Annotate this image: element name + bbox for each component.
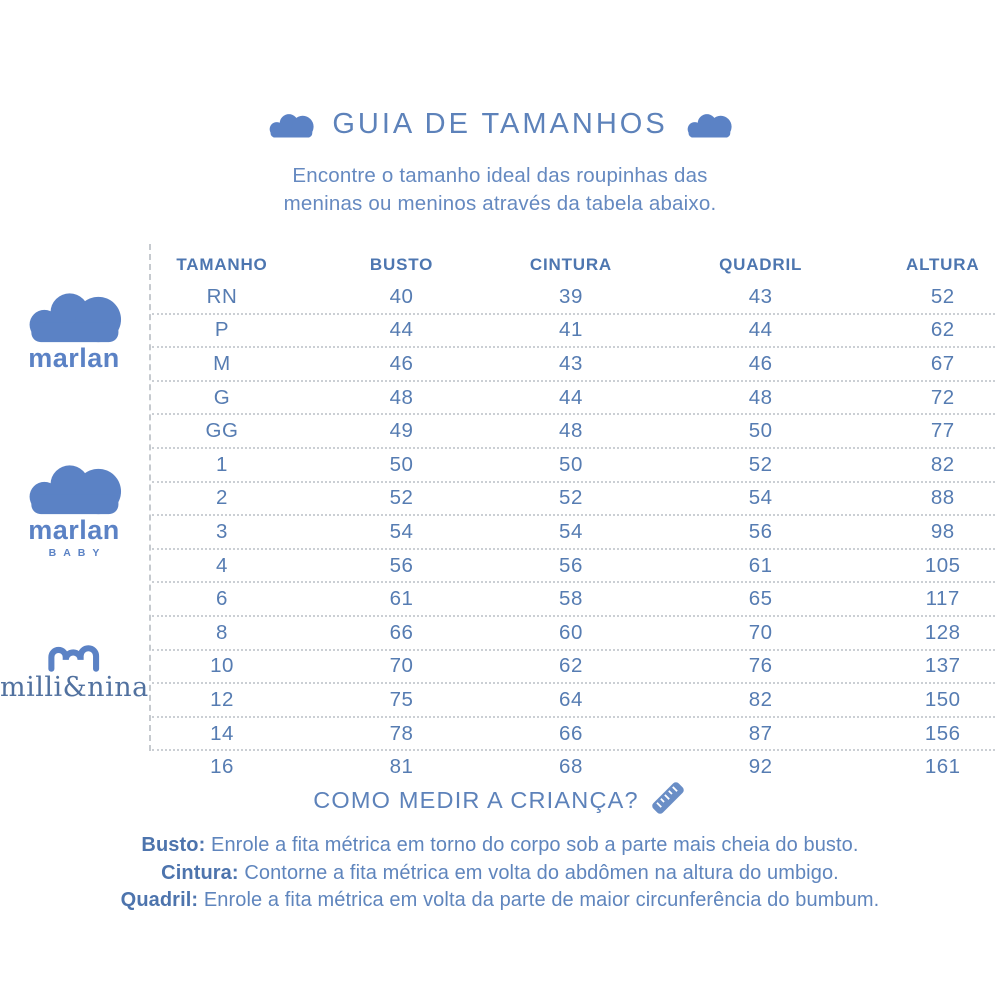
column-header-tamanho: TAMANHO <box>176 254 268 274</box>
table-cell: 78 <box>389 721 414 745</box>
table-cell: 8 <box>216 620 228 644</box>
howto-line-busto <box>0 832 1000 860</box>
table-row <box>152 583 995 617</box>
table-cell: M <box>213 351 231 375</box>
table-cell: 72 <box>930 385 955 409</box>
howto-line-quadril <box>0 887 1000 915</box>
cloud-icon <box>25 289 123 343</box>
table-cell: 48 <box>559 419 583 443</box>
page-title: GUIA DE TAMANHOS <box>332 108 668 140</box>
table-cell: 44 <box>559 385 583 409</box>
table-cell: 56 <box>748 519 773 543</box>
table-row <box>152 382 995 416</box>
subtitle-line-2: meninas ou meninos através da tabela abaixo. <box>283 192 717 215</box>
table-cell: 16 <box>210 755 234 779</box>
table-cell: 52 <box>748 452 773 476</box>
logo-milli-nina <box>0 640 148 703</box>
table-cell: 46 <box>389 351 414 375</box>
table-cell: 77 <box>930 419 955 443</box>
table-cell: 70 <box>748 620 773 644</box>
table-cell: 56 <box>559 553 583 577</box>
cloud-icon <box>25 461 123 515</box>
howto-label-cintura: Cintura: <box>161 861 239 884</box>
table-cell: 3 <box>216 519 228 543</box>
milli-nina-wordmark: milli&nina <box>0 672 149 703</box>
cloud-icon <box>686 112 732 138</box>
page-title-row <box>0 108 1000 141</box>
table-cell: 161 <box>924 755 961 779</box>
table-cell: 54 <box>389 519 414 543</box>
subtitle-line-1: Encontre o tamanho ideal das roupinhas das <box>292 164 708 187</box>
howto-text-cintura: Contorne a fita métrica em volta do abdômen na altura do umbigo. <box>244 861 839 884</box>
column-header-cintura: CINTURA <box>529 254 612 274</box>
howto-heading-row <box>0 783 1000 817</box>
table-cell: 44 <box>748 318 773 342</box>
table-row <box>152 550 995 584</box>
table-cell: 66 <box>559 721 583 745</box>
table-cell: 44 <box>389 318 414 342</box>
marlan-wordmark: marlan <box>28 343 120 373</box>
table-cell: 40 <box>389 284 414 308</box>
table-cell: RN <box>206 284 238 308</box>
table-row <box>152 449 995 483</box>
column-header-altura: ALTURA <box>906 254 980 274</box>
table-cell: 58 <box>559 587 583 611</box>
table-cell: 61 <box>748 553 773 577</box>
size-table-body <box>152 281 995 783</box>
table-cell: 46 <box>748 351 773 375</box>
milli-nina-mark-icon <box>40 640 108 672</box>
howto-text-quadril: Enrole a fita métrica em volta da parte de maior circunferência do bumbum. <box>203 889 880 911</box>
marlan-baby-sublabel: BABY <box>48 547 107 559</box>
table-cell: 150 <box>924 687 961 711</box>
table-cell: 43 <box>559 351 583 375</box>
table-cell: 39 <box>559 284 583 308</box>
table-cell: 82 <box>748 687 773 711</box>
table-row <box>152 651 995 685</box>
page-subtitle <box>0 162 1000 218</box>
table-cell: 48 <box>389 385 414 409</box>
table-cell: GG <box>205 419 239 443</box>
table-cell: 41 <box>559 318 583 342</box>
table-row <box>152 516 995 550</box>
table-cell: 156 <box>924 721 961 745</box>
table-cell: 61 <box>389 587 414 611</box>
table-cell: 52 <box>559 486 583 510</box>
table-row <box>152 415 995 449</box>
table-cell: 52 <box>930 284 955 308</box>
table-cell: 65 <box>748 587 773 611</box>
table-cell: 50 <box>389 452 414 476</box>
table-cell: 52 <box>389 486 414 510</box>
logo-marlan <box>0 289 148 372</box>
table-cell: G <box>213 385 231 409</box>
table-cell: 50 <box>748 419 773 443</box>
table-cell: 82 <box>930 452 955 476</box>
vertical-divider <box>149 244 151 751</box>
table-cell: 128 <box>924 620 961 644</box>
table-cell: 1 <box>216 452 228 476</box>
column-header-quadril: QUADRIL <box>719 254 803 274</box>
table-cell: 66 <box>389 620 414 644</box>
table-cell: 14 <box>210 721 234 745</box>
howto-text-busto: Enrole a fita métrica em torno do corpo sob a parte mais cheia do busto. <box>211 834 859 856</box>
table-cell: 43 <box>748 284 773 308</box>
table-cell: 70 <box>389 654 414 678</box>
howto-label-busto: Busto: <box>141 834 206 856</box>
table-cell: 54 <box>748 486 773 510</box>
table-cell: 81 <box>389 755 414 779</box>
table-cell: 54 <box>559 519 583 543</box>
table-cell: 87 <box>748 721 773 745</box>
table-row <box>152 617 995 651</box>
table-cell: 117 <box>925 587 960 611</box>
table-cell: P <box>214 318 230 342</box>
table-row <box>152 348 995 382</box>
column-header-busto: BUSTO <box>369 254 434 274</box>
table-cell: 4 <box>216 553 228 577</box>
ruler-icon <box>649 779 687 817</box>
table-cell: 10 <box>210 654 234 678</box>
table-cell: 50 <box>559 452 583 476</box>
table-cell: 137 <box>924 654 961 678</box>
howto-label-quadril: Quadril: <box>120 889 199 911</box>
table-cell: 2 <box>216 486 228 510</box>
table-cell: 56 <box>389 553 414 577</box>
table-cell: 105 <box>924 553 961 577</box>
size-table <box>152 248 995 783</box>
cloud-icon <box>268 112 314 138</box>
table-row <box>152 684 995 718</box>
table-row <box>152 483 995 517</box>
table-cell: 92 <box>748 755 773 779</box>
table-cell: 64 <box>559 687 583 711</box>
table-cell: 48 <box>748 385 773 409</box>
howto-line-cintura <box>0 860 1000 888</box>
table-cell: 75 <box>389 687 414 711</box>
table-cell: 68 <box>559 755 583 779</box>
table-cell: 76 <box>748 654 773 678</box>
marlan-baby-wordmark: marlan <box>28 515 120 545</box>
table-cell: 12 <box>210 687 234 711</box>
table-row <box>152 718 995 752</box>
table-cell: 60 <box>559 620 583 644</box>
table-cell: 98 <box>930 519 955 543</box>
table-row <box>152 315 995 349</box>
howto-heading: COMO MEDIR A CRIANÇA? <box>313 786 639 813</box>
table-cell: 67 <box>930 351 955 375</box>
table-cell: 49 <box>389 419 414 443</box>
table-cell: 6 <box>216 587 228 611</box>
table-row <box>152 281 995 315</box>
table-row <box>152 751 995 783</box>
table-cell: 88 <box>930 486 955 510</box>
table-cell: 62 <box>930 318 955 342</box>
table-header-row <box>152 248 995 281</box>
table-cell: 62 <box>559 654 583 678</box>
howto-instructions <box>0 832 1000 915</box>
logo-marlan-baby <box>0 461 148 559</box>
